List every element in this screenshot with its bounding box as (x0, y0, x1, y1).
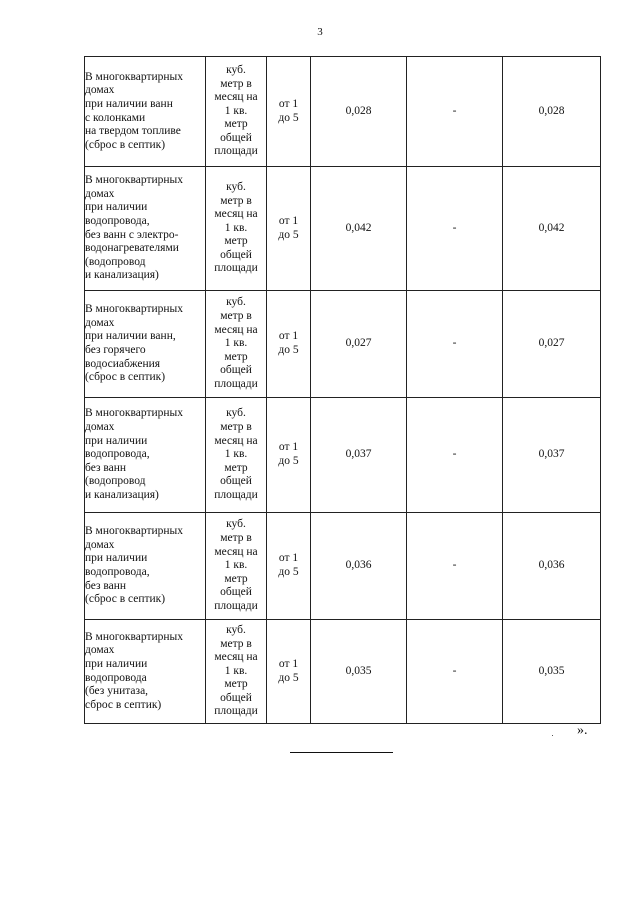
row-description: В многоквартирных домах при наличии ванн с колонками на твердом топливе (сброс в септик) (85, 57, 206, 167)
row-value-1: 0,027 (311, 291, 407, 398)
row-value-2: - (407, 167, 503, 291)
table-row (85, 620, 601, 724)
table-row (85, 291, 601, 398)
row-value-3: 0,042 (503, 167, 601, 291)
row-description: В многоквартирных домах при наличии ванн, без горячего водосиабжения (сброс в септик) (85, 291, 206, 398)
table-row (85, 57, 601, 167)
closing-quote-mark: ». (577, 723, 588, 738)
row-value-2: - (407, 398, 503, 513)
row-value-2: - (407, 513, 503, 620)
table-row (85, 398, 601, 513)
row-value-1: 0,042 (311, 167, 407, 291)
scan-speck (552, 735, 553, 736)
row-unit: куб. метр в месяц на 1 кв. метр общей площади (206, 398, 267, 513)
row-floors: от 1 до 5 (267, 291, 311, 398)
row-value-1: 0,037 (311, 398, 407, 513)
row-value-1: 0,036 (311, 513, 407, 620)
row-unit: куб. метр в месяц на 1 кв. метр общей площади (206, 57, 267, 167)
row-value-3: 0,028 (503, 57, 601, 167)
table-row (85, 167, 601, 291)
row-floors: от 1 до 5 (267, 167, 311, 291)
page-number: 3 (317, 26, 323, 38)
row-description: В многоквартирных домах при наличии водопровода, без ванн (водопровод и канализация) (85, 398, 206, 513)
row-unit: куб. метр в месяц на 1 кв. метр общей площади (206, 291, 267, 398)
separator-line (290, 752, 393, 753)
row-value-2: - (407, 57, 503, 167)
row-value-3: 0,035 (503, 620, 601, 724)
row-description: В многоквартирных домах при наличии водопровода (без унитаза, сброс в септик) (85, 620, 206, 724)
row-unit: куб. метр в месяц на 1 кв. метр общей площади (206, 167, 267, 291)
row-value-3: 0,037 (503, 398, 601, 513)
row-description: В многоквартирных домах при наличии водопровода, без ванн (сброс в септик) (85, 513, 206, 620)
row-floors: от 1 до 5 (267, 398, 311, 513)
row-value-1: 0,035 (311, 620, 407, 724)
row-floors: от 1 до 5 (267, 513, 311, 620)
table-row (85, 513, 601, 620)
row-value-3: 0,036 (503, 513, 601, 620)
row-unit: куб. метр в месяц на 1 кв. метр общей площади (206, 513, 267, 620)
row-value-2: - (407, 620, 503, 724)
row-value-2: - (407, 291, 503, 398)
row-floors: от 1 до 5 (267, 57, 311, 167)
row-floors: от 1 до 5 (267, 620, 311, 724)
consumption-norms-table (84, 56, 601, 724)
row-description: В многоквартирных домах при наличии водопровода, без ванн с электро- водонагревателями (водопровод и канализация) (85, 167, 206, 291)
row-value-1: 0,028 (311, 57, 407, 167)
row-unit: куб. метр в месяц на 1 кв. метр общей площади (206, 620, 267, 724)
row-value-3: 0,027 (503, 291, 601, 398)
